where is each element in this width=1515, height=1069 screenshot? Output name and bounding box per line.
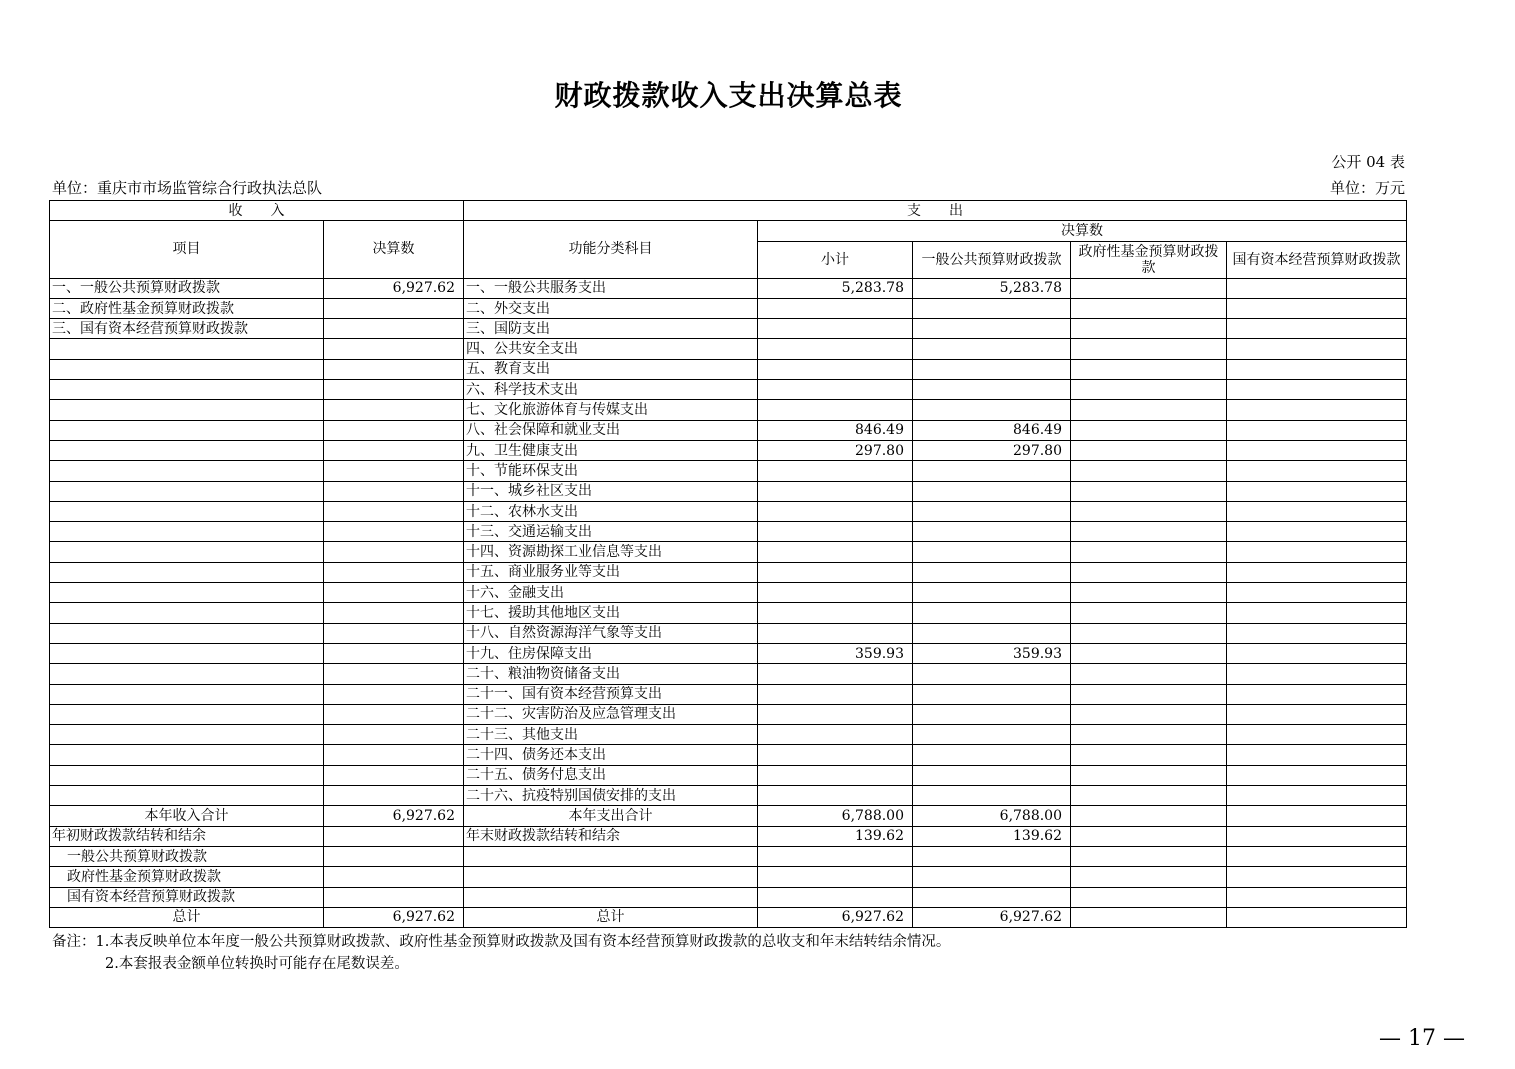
- cell-state: [1227, 846, 1407, 866]
- cell-in-amt: [324, 826, 464, 846]
- table-row: [50, 745, 1407, 765]
- cell-sub: [758, 461, 913, 481]
- page-title: 财政拨款收入支出决算总表: [554, 79, 903, 112]
- cell-fund: [1071, 440, 1227, 460]
- cell-sub: [758, 684, 913, 704]
- note-line-2: 2.本套报表金额单位转换时可能存在尾数误差。: [105, 956, 409, 972]
- cell-gen: [913, 562, 1071, 582]
- cell-ex-item: 十一、城乡社区支出: [464, 481, 758, 501]
- table-row: [50, 339, 1407, 359]
- cell-fund: [1071, 522, 1227, 542]
- cell-gen: [913, 765, 1071, 785]
- header-amount: 决算数: [324, 221, 464, 278]
- cell-in-item: [50, 603, 324, 623]
- cell-state: [1227, 786, 1407, 806]
- cell-fund: [1071, 339, 1227, 359]
- cell-in-amt: [324, 420, 464, 440]
- cell-in-amt: [324, 562, 464, 582]
- cell-sub: [758, 380, 913, 400]
- table-row: [50, 542, 1407, 562]
- cell-state: [1227, 481, 1407, 501]
- cell-ex-item: [464, 846, 758, 866]
- cell-sub: [758, 786, 913, 806]
- cell-gen: [913, 603, 1071, 623]
- cell-in-item: [50, 542, 324, 562]
- cell-state: [1227, 278, 1407, 298]
- table-row: [50, 400, 1407, 420]
- cell-gen: 5,283.78: [913, 278, 1071, 298]
- cell-gen: [913, 481, 1071, 501]
- header-expense: 支 出: [464, 201, 1407, 221]
- cell-state: [1227, 319, 1407, 339]
- cell-in-item: [50, 725, 324, 745]
- cell-ex-item: 本年支出合计: [464, 806, 758, 826]
- cell-gen: [913, 400, 1071, 420]
- cell-gen: [913, 298, 1071, 318]
- cell-gen: 139.62: [913, 826, 1071, 846]
- cell-state: [1227, 522, 1407, 542]
- cell-in-item: 二、政府性基金预算财政拨款: [50, 298, 324, 318]
- cell-sub: [758, 319, 913, 339]
- cell-sub: 846.49: [758, 420, 913, 440]
- note-line-1: 备注：1.本表反映单位本年度一般公共预算财政拨款、政府性基金预算财政拨款及国有资本经营预算财政拨款的总收支和年末结转结余情况。: [52, 934, 951, 950]
- cell-ex-item: 十四、资源勘探工业信息等支出: [464, 542, 758, 562]
- cell-gen: [913, 725, 1071, 745]
- cell-in-item: 一般公共预算财政拨款: [50, 846, 324, 866]
- cell-sub: [758, 664, 913, 684]
- header-state: 国有资本经营预算财政拨款: [1227, 241, 1407, 278]
- table-row: [50, 623, 1407, 643]
- cell-state: [1227, 643, 1407, 663]
- cell-sub: [758, 846, 913, 866]
- cell-in-item: [50, 745, 324, 765]
- table-row: [50, 440, 1407, 460]
- cell-fund: [1071, 481, 1227, 501]
- cell-sub: [758, 745, 913, 765]
- cell-in-item: 一、一般公共预算财政拨款: [50, 278, 324, 298]
- cell-gen: [913, 745, 1071, 765]
- unit-organization: 单位：重庆市市场监管综合行政执法总队: [52, 179, 323, 197]
- cell-fund: [1071, 725, 1227, 745]
- cell-fund: [1071, 704, 1227, 724]
- cell-ex-item: 二、外交支出: [464, 298, 758, 318]
- cell-gen: [913, 786, 1071, 806]
- cell-sub: 359.93: [758, 643, 913, 663]
- cell-ex-item: 十七、援助其他地区支出: [464, 603, 758, 623]
- cell-ex-item: 二十五、债务付息支出: [464, 765, 758, 785]
- cell-sub: [758, 603, 913, 623]
- cell-ex-item: 总计: [464, 907, 758, 927]
- table-row: [50, 522, 1407, 542]
- cell-in-item: 年初财政拨款结转和结余: [50, 826, 324, 846]
- carry-row: [50, 826, 1407, 846]
- cell-in-item: [50, 664, 324, 684]
- carry-row: [50, 887, 1407, 907]
- cell-gen: [913, 846, 1071, 866]
- cell-ex-item: 年末财政拨款结转和结余: [464, 826, 758, 846]
- table-row: [50, 562, 1407, 582]
- table-row: [50, 359, 1407, 379]
- cell-in-item: [50, 501, 324, 521]
- table-row: [50, 704, 1407, 724]
- table-row: [50, 786, 1407, 806]
- header-item: 项目: [50, 221, 324, 278]
- cell-fund: [1071, 562, 1227, 582]
- cell-sub: [758, 704, 913, 724]
- cell-in-item: [50, 623, 324, 643]
- cell-state: [1227, 907, 1407, 927]
- cell-ex-item: [464, 887, 758, 907]
- table-row: [50, 298, 1407, 318]
- cell-in-amt: [324, 481, 464, 501]
- table-row: [50, 501, 1407, 521]
- cell-in-amt: [324, 603, 464, 623]
- cell-in-item: [50, 786, 324, 806]
- cell-sub: 297.80: [758, 440, 913, 460]
- table-row: [50, 603, 1407, 623]
- cell-fund: [1071, 887, 1227, 907]
- cell-fund: [1071, 745, 1227, 765]
- table-row: [50, 461, 1407, 481]
- table-row: [50, 319, 1407, 339]
- cell-in-amt: [324, 887, 464, 907]
- cell-sub: [758, 339, 913, 359]
- cell-fund: [1071, 826, 1227, 846]
- cell-gen: [913, 339, 1071, 359]
- cell-sub: [758, 562, 913, 582]
- cell-state: [1227, 339, 1407, 359]
- header-row-1: [50, 201, 1407, 221]
- cell-in-amt: 6,927.62: [324, 806, 464, 826]
- cell-state: [1227, 664, 1407, 684]
- cell-in-item: [50, 440, 324, 460]
- cell-in-amt: [324, 522, 464, 542]
- cell-gen: [913, 359, 1071, 379]
- table-row: [50, 278, 1407, 298]
- cell-gen: [913, 522, 1071, 542]
- budget-table: [49, 200, 1407, 928]
- cell-sub: [758, 298, 913, 318]
- cell-fund: [1071, 400, 1227, 420]
- cell-state: [1227, 725, 1407, 745]
- cell-sub: [758, 583, 913, 603]
- cell-in-amt: [324, 380, 464, 400]
- cell-in-item: [50, 765, 324, 785]
- cell-sub: 6,927.62: [758, 907, 913, 927]
- cell-gen: [913, 867, 1071, 887]
- cell-gen: 359.93: [913, 643, 1071, 663]
- cell-gen: [913, 501, 1071, 521]
- cell-ex-item: 十九、住房保障支出: [464, 643, 758, 663]
- cell-in-item: [50, 400, 324, 420]
- cell-gen: 297.80: [913, 440, 1071, 460]
- cell-fund: [1071, 623, 1227, 643]
- page-number: — 17 —: [1379, 1026, 1465, 1051]
- cell-in-amt: [324, 725, 464, 745]
- cell-ex-item: 二十一、国有资本经营预算支出: [464, 684, 758, 704]
- cell-state: [1227, 583, 1407, 603]
- cell-gen: [913, 583, 1071, 603]
- cell-ex-item: 十八、自然资源海洋气象等支出: [464, 623, 758, 643]
- cell-ex-item: 八、社会保障和就业支出: [464, 420, 758, 440]
- cell-ex-item: 四、公共安全支出: [464, 339, 758, 359]
- cell-state: [1227, 704, 1407, 724]
- cell-in-item: 总计: [50, 907, 324, 927]
- carry-row: [50, 867, 1407, 887]
- cell-in-item: [50, 684, 324, 704]
- cell-in-amt: [324, 461, 464, 481]
- cell-gen: 846.49: [913, 420, 1071, 440]
- cell-in-item: [50, 562, 324, 582]
- cell-in-item: [50, 461, 324, 481]
- cell-gen: [913, 887, 1071, 907]
- cell-in-item: 国有资本经营预算财政拨款: [50, 887, 324, 907]
- table-row: [50, 684, 1407, 704]
- cell-state: [1227, 867, 1407, 887]
- cell-sub: 139.62: [758, 826, 913, 846]
- grand-total-row: [50, 907, 1407, 927]
- cell-ex-item: 七、文化旅游体育与传媒支出: [464, 400, 758, 420]
- cell-sub: 6,788.00: [758, 806, 913, 826]
- cell-ex-item: 二十、粮油物资储备支出: [464, 664, 758, 684]
- cell-in-item: [50, 522, 324, 542]
- cell-gen: [913, 684, 1071, 704]
- cell-fund: [1071, 786, 1227, 806]
- header-decision: 决算数: [758, 221, 1407, 241]
- header-fund: 政府性基金预算财政拨款: [1071, 241, 1227, 278]
- cell-in-item: 政府性基金预算财政拨款: [50, 867, 324, 887]
- cell-fund: [1071, 359, 1227, 379]
- cell-ex-item: 二十三、其他支出: [464, 725, 758, 745]
- cell-in-item: [50, 380, 324, 400]
- cell-gen: [913, 623, 1071, 643]
- cell-fund: [1071, 319, 1227, 339]
- table-row: [50, 380, 1407, 400]
- cell-fund: [1071, 603, 1227, 623]
- cell-state: [1227, 562, 1407, 582]
- cell-fund: [1071, 501, 1227, 521]
- cell-ex-item: 十二、农林水支出: [464, 501, 758, 521]
- cell-sub: [758, 400, 913, 420]
- cell-ex-item: 十六、金融支出: [464, 583, 758, 603]
- cell-fund: [1071, 298, 1227, 318]
- cell-state: [1227, 806, 1407, 826]
- cell-in-item: [50, 359, 324, 379]
- cell-in-item: [50, 481, 324, 501]
- header-subtotal: 小计: [758, 241, 913, 278]
- cell-ex-item: 五、教育支出: [464, 359, 758, 379]
- cell-sub: [758, 887, 913, 907]
- table-row: [50, 664, 1407, 684]
- table-row: [50, 643, 1407, 663]
- cell-fund: [1071, 278, 1227, 298]
- notes: [52, 931, 950, 975]
- cell-state: [1227, 501, 1407, 521]
- form-number: 公开 04 表: [1331, 153, 1405, 171]
- cell-sub: [758, 359, 913, 379]
- cell-sub: 5,283.78: [758, 278, 913, 298]
- cell-ex-item: 二十六、抗疫特别国债安排的支出: [464, 786, 758, 806]
- cell-state: [1227, 542, 1407, 562]
- cell-sub: [758, 542, 913, 562]
- cell-ex-item: 十五、商业服务业等支出: [464, 562, 758, 582]
- table-row: [50, 420, 1407, 440]
- cell-in-item: [50, 420, 324, 440]
- cell-sub: [758, 725, 913, 745]
- cell-in-amt: [324, 704, 464, 724]
- cell-fund: [1071, 806, 1227, 826]
- cell-gen: 6,927.62: [913, 907, 1071, 927]
- year-total-row: [50, 806, 1407, 826]
- cell-in-amt: [324, 765, 464, 785]
- cell-fund: [1071, 380, 1227, 400]
- cell-fund: [1071, 664, 1227, 684]
- carry-row: [50, 846, 1407, 866]
- cell-state: [1227, 745, 1407, 765]
- cell-in-amt: [324, 298, 464, 318]
- cell-state: [1227, 380, 1407, 400]
- cell-fund: [1071, 867, 1227, 887]
- cell-in-amt: [324, 440, 464, 460]
- header-general: 一般公共预算财政拨款: [913, 241, 1071, 278]
- cell-in-amt: [324, 319, 464, 339]
- cell-ex-item: 二十二、灾害防治及应急管理支出: [464, 704, 758, 724]
- cell-fund: [1071, 583, 1227, 603]
- cell-in-amt: [324, 501, 464, 521]
- cell-state: [1227, 440, 1407, 460]
- cell-sub: [758, 501, 913, 521]
- cell-in-amt: [324, 359, 464, 379]
- cell-ex-item: 九、卫生健康支出: [464, 440, 758, 460]
- cell-ex-item: 三、国防支出: [464, 319, 758, 339]
- cell-in-amt: [324, 623, 464, 643]
- cell-state: [1227, 826, 1407, 846]
- header-income: 收 入: [50, 201, 464, 221]
- cell-in-amt: [324, 400, 464, 420]
- cell-state: [1227, 684, 1407, 704]
- cell-in-amt: [324, 684, 464, 704]
- cell-ex-item: 六、科学技术支出: [464, 380, 758, 400]
- cell-ex-item: 十、节能环保支出: [464, 461, 758, 481]
- cell-fund: [1071, 846, 1227, 866]
- cell-sub: [758, 765, 913, 785]
- cell-in-amt: [324, 786, 464, 806]
- cell-in-item: [50, 704, 324, 724]
- cell-in-amt: 6,927.62: [324, 907, 464, 927]
- cell-gen: [913, 704, 1071, 724]
- cell-state: [1227, 359, 1407, 379]
- cell-gen: [913, 461, 1071, 481]
- cell-in-amt: [324, 745, 464, 765]
- cell-ex-item: 一、一般公共服务支出: [464, 278, 758, 298]
- cell-fund: [1071, 684, 1227, 704]
- table-row: [50, 765, 1407, 785]
- cell-fund: [1071, 643, 1227, 663]
- cell-gen: [913, 319, 1071, 339]
- cell-in-amt: 6,927.62: [324, 278, 464, 298]
- cell-in-item: [50, 339, 324, 359]
- cell-sub: [758, 522, 913, 542]
- cell-state: [1227, 765, 1407, 785]
- cell-in-item: [50, 583, 324, 603]
- cell-in-amt: [324, 339, 464, 359]
- table-row: [50, 583, 1407, 603]
- cell-in-amt: [324, 542, 464, 562]
- cell-state: [1227, 461, 1407, 481]
- cell-ex-item: 十三、交通运输支出: [464, 522, 758, 542]
- cell-state: [1227, 400, 1407, 420]
- cell-in-item: [50, 643, 324, 663]
- table-row: [50, 725, 1407, 745]
- cell-state: [1227, 420, 1407, 440]
- header-func: 功能分类科目: [464, 221, 758, 278]
- header-row-2: [50, 221, 1407, 241]
- cell-sub: [758, 623, 913, 643]
- cell-gen: 6,788.00: [913, 806, 1071, 826]
- cell-sub: [758, 867, 913, 887]
- cell-in-amt: [324, 643, 464, 663]
- table-row: [50, 481, 1407, 501]
- cell-in-item: 三、国有资本经营预算财政拨款: [50, 319, 324, 339]
- cell-in-amt: [324, 583, 464, 603]
- cell-state: [1227, 603, 1407, 623]
- cell-ex-item: [464, 867, 758, 887]
- cell-state: [1227, 298, 1407, 318]
- cell-in-amt: [324, 867, 464, 887]
- cell-gen: [913, 380, 1071, 400]
- cell-fund: [1071, 420, 1227, 440]
- cell-gen: [913, 542, 1071, 562]
- cell-fund: [1071, 765, 1227, 785]
- cell-ex-item: 二十四、债务还本支出: [464, 745, 758, 765]
- cell-in-amt: [324, 664, 464, 684]
- cell-gen: [913, 664, 1071, 684]
- cell-in-amt: [324, 846, 464, 866]
- cell-sub: [758, 481, 913, 501]
- cell-in-item: 本年收入合计: [50, 806, 324, 826]
- cell-state: [1227, 887, 1407, 907]
- cell-fund: [1071, 907, 1227, 927]
- cell-state: [1227, 623, 1407, 643]
- cell-fund: [1071, 461, 1227, 481]
- cell-fund: [1071, 542, 1227, 562]
- unit-currency: 单位：万元: [1329, 179, 1405, 197]
